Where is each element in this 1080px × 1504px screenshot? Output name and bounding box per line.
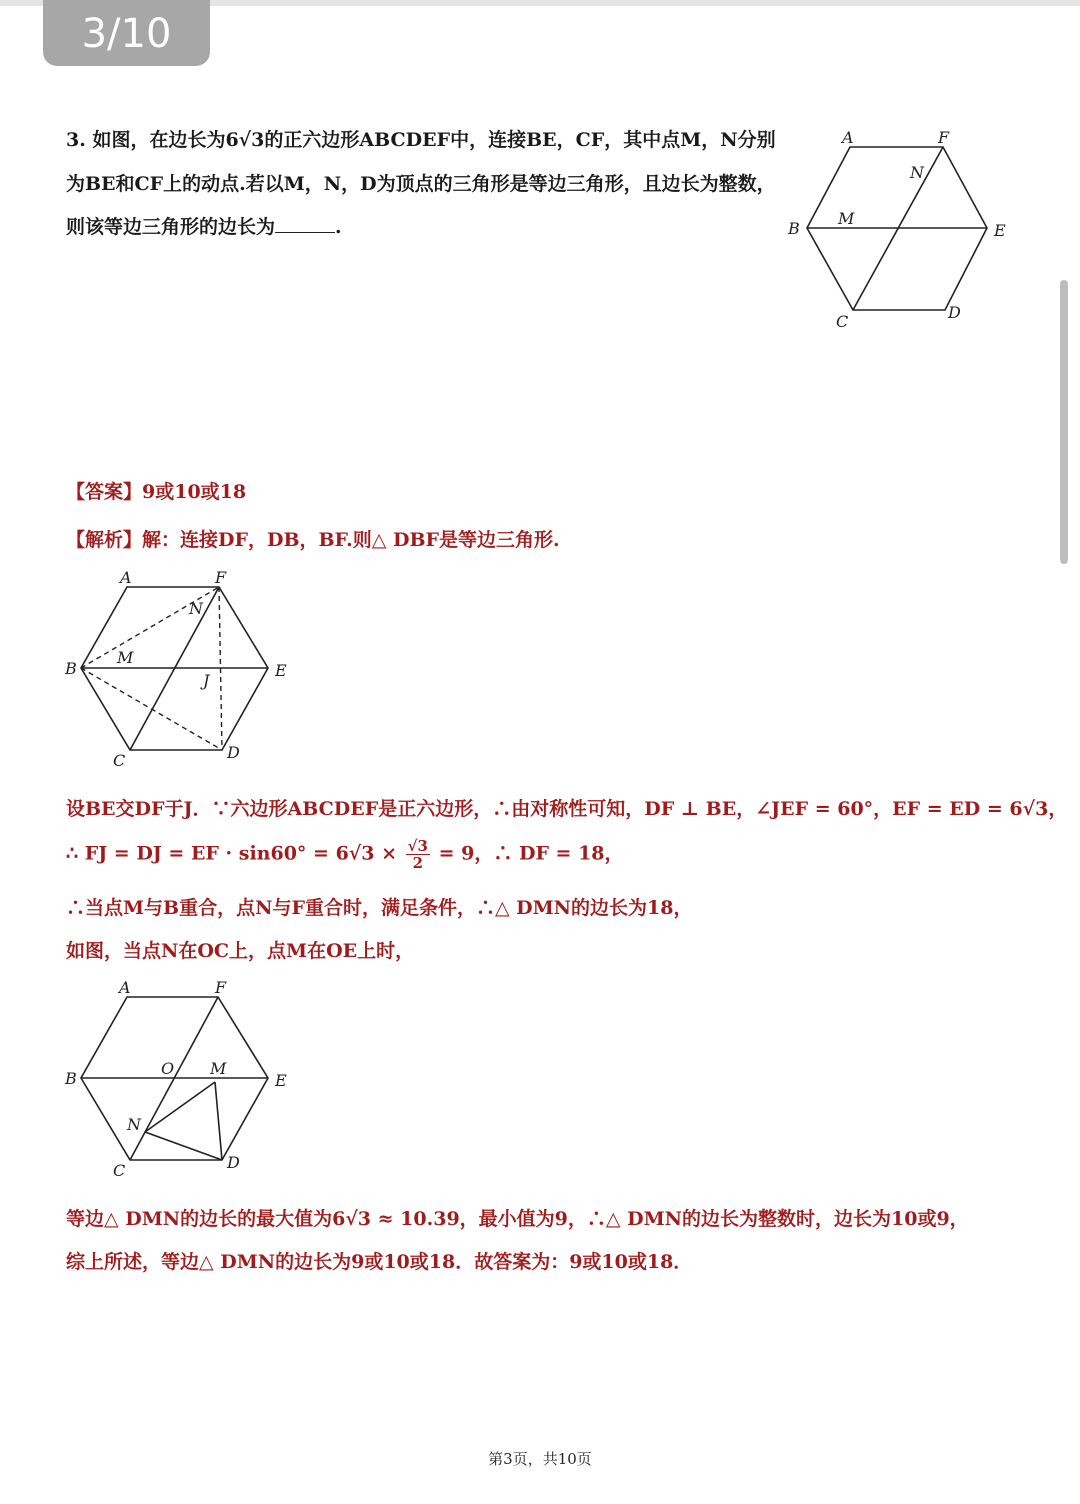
figure-hexagon-2: [55, 560, 305, 775]
solution-line-3: ∴当点M与B重合，点N与F重合时，满足条件，∴△ DMN的边长为18，: [66, 897, 693, 919]
fig3-label-b: B: [65, 1069, 77, 1088]
fig3-label-o: O: [161, 1059, 175, 1078]
fig1-label-a: A: [842, 128, 854, 147]
fig2-label-d: D: [227, 743, 240, 762]
question-line-3: [66, 212, 342, 239]
analysis-intro: 【解析】解：连接DF，DB，BF.则△ DBF是等边三角形.: [66, 529, 560, 551]
question-line-3-text: 则该等边三角形的边长为: [66, 216, 276, 238]
fig2-label-f: F: [215, 568, 227, 587]
fig1-label-c: C: [836, 312, 849, 331]
fig3-label-n: N: [127, 1115, 141, 1134]
fig1-label-e: E: [994, 221, 1006, 240]
fig2-label-b: B: [65, 659, 77, 678]
fig3-label-m: M: [210, 1059, 227, 1078]
page-footer: 第3页，共10页: [488, 1450, 592, 1468]
fig2-label-e: E: [275, 661, 287, 680]
fig3-label-c: C: [113, 1161, 126, 1180]
fig3-label-f: F: [215, 978, 227, 997]
figure-hexagon-3: [55, 972, 305, 1184]
solution-line-4: 如图，当点N在OC上，点M在OE上时，: [66, 940, 415, 962]
fraction-denominator: 2: [412, 854, 424, 872]
question-line-3-end: .: [335, 216, 342, 238]
question-line-2: 为BE和CF上的动点.若以M，N，D为顶点的三角形是等边三角形，且边长为整数，: [66, 173, 776, 195]
fig2-label-n: N: [189, 599, 203, 618]
fig2-label-m: M: [117, 648, 134, 667]
solution-line-2-end: = 9，∴ DF = 18，: [438, 842, 624, 865]
fig1-label-f: F: [938, 128, 950, 147]
fig3-label-e: E: [275, 1071, 287, 1090]
solution-line-2: [66, 838, 624, 871]
solution-line-1: 设BE交DF于J．∵六边形ABCDEF是正六边形，∴由对称性可知，DF ⊥ BE，∠JEF = 60°，EF = ED = 6√3，: [66, 798, 1068, 820]
fraction-sqrt3-over-2: [406, 838, 430, 871]
page-indicator: 3/10: [43, 0, 210, 66]
fig3-label-d: D: [227, 1153, 240, 1172]
solution-line-2-text: ∴ FJ = DJ = EF · sin60° = 6√3 ×: [66, 842, 398, 865]
conclusion-line-2: 综上所述，等边△ DMN的边长为9或10或18．故答案为：9或10或18．: [66, 1251, 693, 1273]
fig1-label-b: B: [788, 219, 800, 238]
figure-hexagon-1: [780, 120, 1030, 340]
answer-line: 【答案】9或10或18: [66, 481, 247, 503]
fraction-numerator: √3: [407, 837, 428, 855]
scrollbar[interactable]: [1060, 280, 1068, 564]
conclusion-line-1: 等边△ DMN的边长的最大值为6√3 ≈ 10.39，最小值为9，∴△ DMN的边长为整数时，边长为10或9，: [66, 1208, 969, 1230]
fig1-label-m: M: [838, 209, 855, 228]
fig2-label-c: C: [113, 751, 126, 770]
answer-blank: [275, 216, 335, 233]
fig2-label-a: A: [120, 568, 132, 587]
fig1-label-d: D: [948, 303, 961, 322]
fig3-label-a: A: [119, 978, 131, 997]
fig2-label-j: J: [203, 671, 210, 690]
question-line-1: 3. 如图，在边长为6√3的正六边形ABCDEF中，连接BE，CF，其中点M，N分别: [66, 129, 776, 151]
fig1-label-n: N: [910, 163, 924, 182]
